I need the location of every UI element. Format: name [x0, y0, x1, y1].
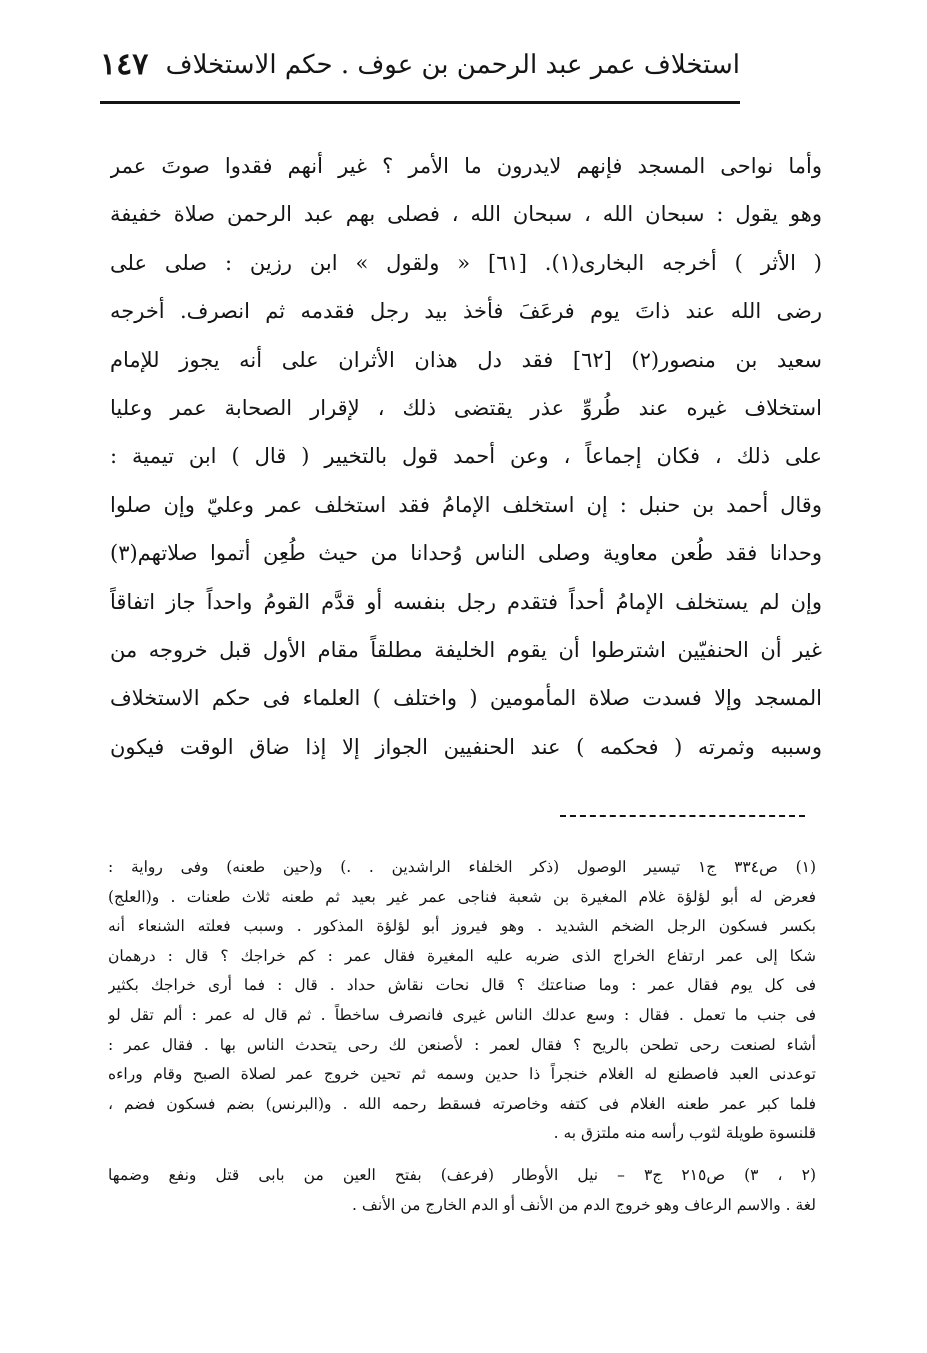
- header-rule: [100, 101, 740, 104]
- footnote: [108, 1161, 816, 1220]
- body-text: [110, 142, 822, 771]
- footnote-line: لغة . والاسم الرعاف وهو خروج الدم من الأنف أو الدم الخارج من الأنف .: [352, 1195, 816, 1214]
- footnote-separator: [560, 815, 805, 817]
- footnote-line: فى جنب ما تعمل . فقال : وسع عدلك الناس غيرى فانصرف ساخطاً . ثم قال له عمر : ألم تقل لو: [108, 1005, 816, 1024]
- body-line: وسببه وثمرته ( فحكمه ) عند الحنفيين الجواز إلا إذا ضاق الوقت فيكون: [110, 734, 822, 759]
- body-line: استخلاف غيره عند طُروِّ عذر يقتضى ذلك ، لإقرار الصحابة عمر وعليا: [110, 395, 822, 420]
- body-line: رضى الله عند ذاتَ يوم فرعَفَ فأخذ بيد رجل فقدمه ثم انصرف. أخرجه: [110, 299, 822, 324]
- body-line: وقال أحمد بن حنبل : إن استخلف الإمامُ فقد استخلف عمر وعليّ وإن صلوا: [110, 492, 822, 517]
- footnote-line: فلما كبر عمر طعنه الغلام فى كتفه وخاصرته فسقط رحمه الله . و(البرنس) بضم فسكون فضم ،: [108, 1094, 816, 1113]
- page-number: ١٤٧: [100, 47, 149, 82]
- footnote-line: بكسر فسكون الرجل الضخم الشديد . وهو فيروز أبو لؤلؤة المذكور . وسبب فعلته الشنعاء أنه: [108, 917, 816, 936]
- body-line: وإن لم يستخلف الإمامُ أحداً فتقدم رجل بنفسه أو قدَّم القومُ واحداً جاز اتفاقاً: [110, 589, 822, 614]
- body-line: ( الأثر ) أخرجه البخارى(١). [٦١] « ولقول » ابن رزين : صلى على: [110, 250, 822, 275]
- footnotes: [108, 853, 816, 1220]
- footnote-line: فى كل يوم فقال عمر : وما صناعتك ؟ قال نحات نقاش حداد . قال : فما أرى خراجك بكثير: [108, 976, 816, 995]
- body-line: المسجد وإلا فسدت صلاة المأمومين ( واختلف ) العلماء فى حكم الاستخلاف: [110, 686, 822, 711]
- body-line: غير أن الحنفيّين اشترطوا أن يقوم الخليفة مطلقاً مقام الأول قبل خروجه من: [110, 637, 822, 662]
- footnote-line: أشاء لصنعت رحى تطحن بالريح ؟ فقال لعمر : لأصنعن لك رحى يتحدث الناس بها . فقال عمر :: [108, 1035, 816, 1054]
- body-line: وحدانا فقد طُعن معاوية وصلى الناس وُحدانا من حيث طُعِن أتموا صلاتهم(٣): [110, 541, 822, 566]
- body-line: على ذلك ، فكان إجماعاً ، وعن أحمد قول بالتخيير ( قال ) ابن تيمية :: [110, 444, 822, 469]
- footnote-line: قلنسوة طويلة لثوب رأسه منه ملتزق به .: [553, 1124, 816, 1143]
- footnote-line: (٢ ، ٣) ص٢١٥ ج٣ – نيل الأوطار (فرعف) بفتح العين من بابى قتل ونفع وضمها: [108, 1165, 816, 1184]
- running-header: [100, 40, 740, 90]
- footnote-line: فعرض له أبو لؤلؤة غلام المغيرة بن شعبة فناجى عمر غير بعيد ثم طعنه ثلاث طعنات . و(العلج): [108, 887, 816, 906]
- body-line: سعيد بن منصور(٢) [٦٢] فقد دل هذان الأثران على أنه يجوز للإمام: [110, 347, 822, 372]
- body-line: وأما نواحى المسجد فإنهم لايدرون ما الأمر ؟ غير أنهم فقدوا صوتَ عمر: [110, 154, 822, 178]
- footnote: [108, 853, 816, 1149]
- footnote-line: توعدنى العبد فاصطنع له الغلام خنجراً ذا حدين وسمه ثم تحين خروج عمر لصلاة الصبح وقام وراءه: [108, 1065, 816, 1084]
- body-line: وهو يقول : سبحان الله ، سبحان الله ، فصلى بهم عبد الرحمن صلاة خفيفة: [110, 202, 822, 227]
- footnote-line: شكا إلى عمر ارتفاع الخراج الذى ضربه عليه المغيرة فقال عمر : كم خراجك ؟ قال : درهمان: [108, 946, 816, 965]
- running-title: استخلاف عمر عبد الرحمن بن عوف . حكم الاستخلاف: [165, 50, 740, 80]
- footnote-line: (١) ص٣٣٤ ج١ تيسير الوصول (ذكر الخلفاء الراشدين . .) و(حين طعنه) وفى رواية :: [108, 858, 816, 876]
